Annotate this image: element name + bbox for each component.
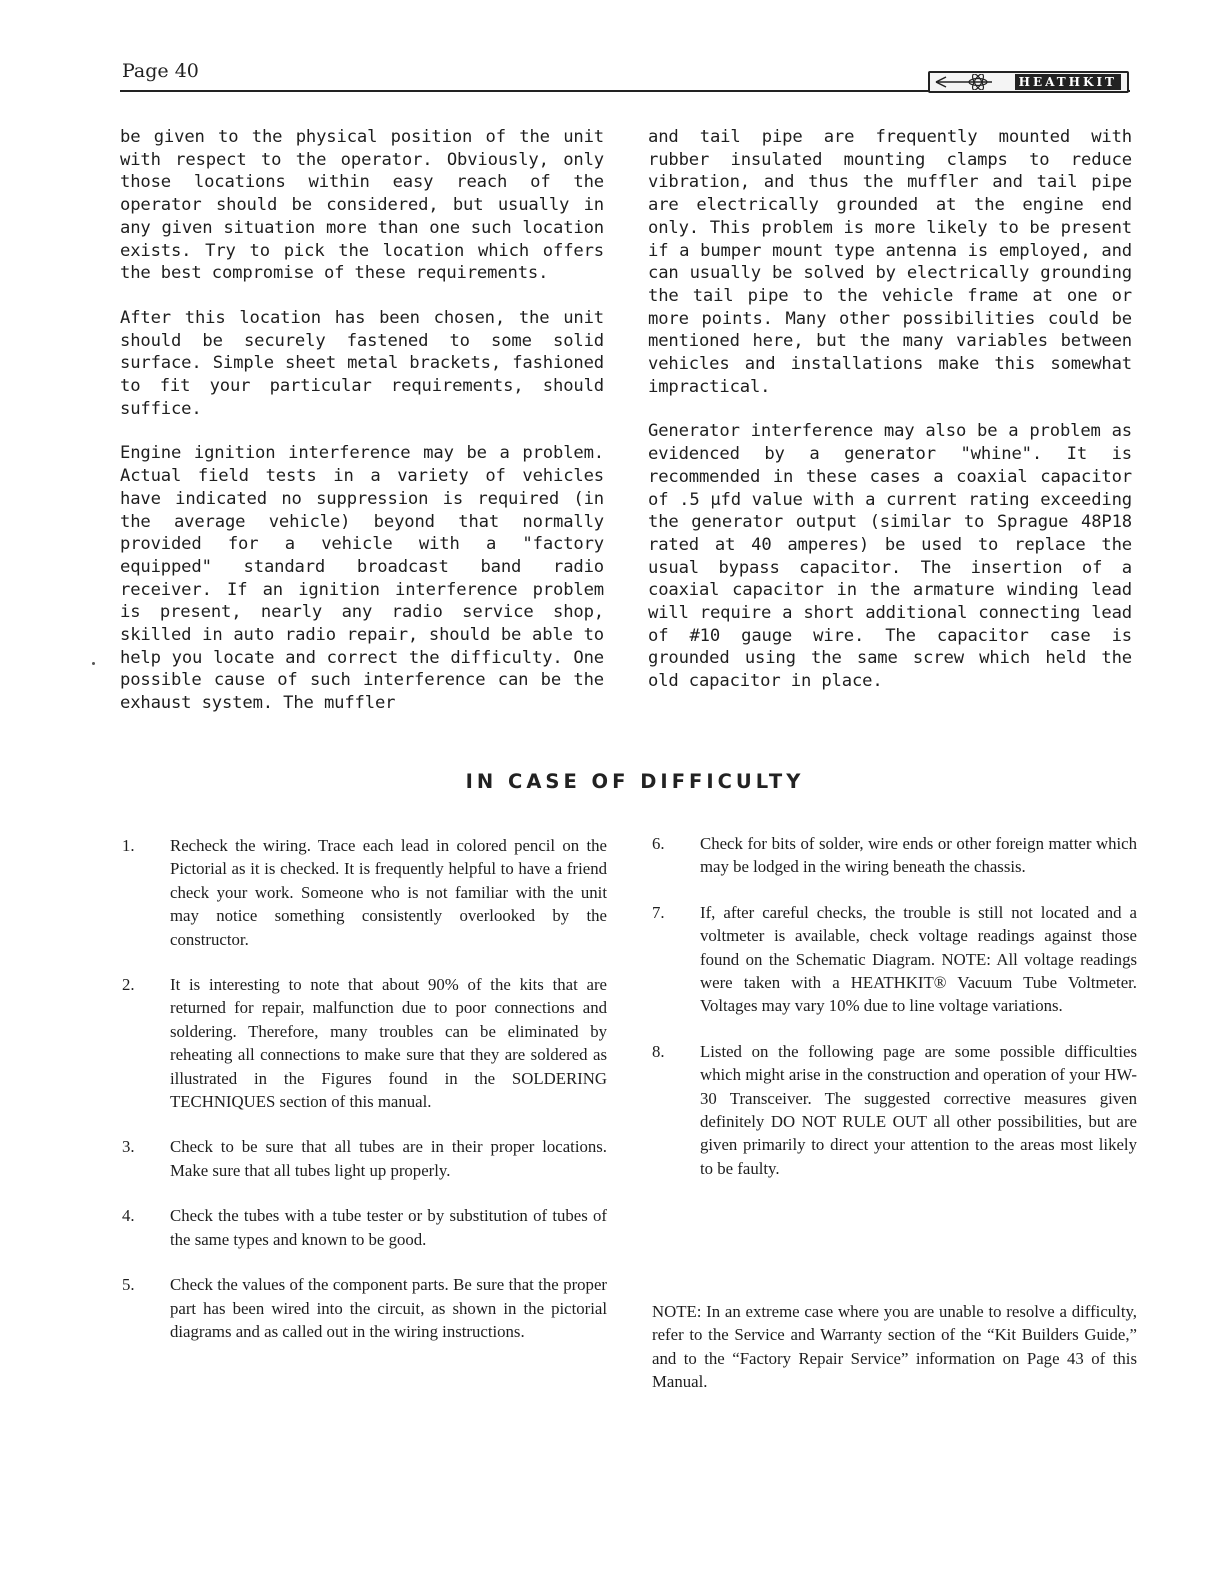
repair-note: NOTE: In an extreme case where you are unable to resolve a difficulty, refer to the Service and Warranty section of the “Kit Builders Guide,” and to the “Factory Repair Service” information on Page 43 of this Manual. [652,1302,1137,1392]
list-item [652,901,1137,1018]
paragraph: be given to the physical position of the unit with respect to the operator. Obviously, only those locations within easy reach of the operator should be considered, but usually in any given situation more than one such location exists. Try to pick the location which offers the best compromise of these requirements. [120,127,604,284]
list-item [122,834,607,951]
item-text: Check for bits of solder, wire ends or other foreign matter which may be lodged in the wiring beneath the chassis. [700,834,1137,877]
steps-right-list [652,832,1137,1202]
list-item [122,1273,607,1343]
item-text: Check the tubes with a tube tester or by substitution of tubes of the same types and known to be good. [170,1206,607,1249]
paragraph: Generator interference may also be a problem as evidenced by a generator "whine". It is recommended in these cases a coaxial capacitor of .5 µfd value with a current rating exceeding the generator output (similar to Sprague 48P18 rated at 40 amperes) be used to replace the usual bypass capacitor. The insertion of a coaxial capacitor in the armature winding lead will require a short additional connecting lead of #10 gauge wire. The capacitor case is grounded using the same screw which held the old capacitor in place. [648,421,1132,692]
atom-logo-icon [934,74,994,90]
list-item [652,832,1137,879]
item-number: 2. [122,975,135,995]
paragraph: and tail pipe are frequently mounted with rubber insulated mounting clamps to reduce vibration, and thus the muffler and tail pipe are electrically grounded at the engine end only. This problem is more likely to be present if a bumper mount type antenna is employed, and can usually be solved by electrically grounding the tail pipe to the vehicle frame at one or more points. Many other possibilities could be mentioned here, but the many variables between vehicles and installations make this somewhat impractical. [648,127,1132,397]
item-text: Check to be sure that all tubes are in their proper locations. Make sure that all tubes light up properly. [170,1137,607,1180]
stray-dot [92,662,95,665]
item-text: If, after careful checks, the trouble is still not located and a voltmeter is available, check voltage readings against those found on the Schematic Diagram. NOTE: All voltage readings were taken with a HEATHKIT® Vacuum Tube Voltmeter. Voltages may vary 10% due to line voltage variations. [700,902,1137,1016]
item-number: 6. [652,834,665,853]
top-left-column [120,126,604,737]
list-item [122,1204,607,1251]
item-text: Check the values of the component parts. Be sure that the proper part has been wired into the circuit, as shown in the pictorial diagrams and as called out in the wiring instructions. [170,1275,607,1341]
steps-left-list [122,834,607,1365]
heathkit-logo [928,71,1129,93]
paragraph: Engine ignition interference may be a problem. Actual field tests in a variety of vehicles have indicated no suppression is required (in the average vehicle) beyond that normally provided for a vehicle with a "factory equipped" standard broadcast band radio receiver. If an ignition interference problem is present, nearly any radio service shop, skilled in auto radio repair, should be able to help you locate and correct the difficulty. One possible cause of such interference can be the exhaust system. The muffler [120,443,604,714]
item-number: 1. [122,836,135,855]
item-text: It is interesting to note that about 90% of the kits that are returned for repair, malfunction due to poor connections and soldering. Therefore, many troubles can be eliminated by reheating all connections to make sure that they are soldered as illustrated in the Figures found in the SOLDERING TECHNIQUES section of this manual. [170,975,607,1112]
item-number: 4. [122,1206,135,1226]
item-number: 7. [652,902,665,922]
logo-text: HEATHKIT [1015,74,1121,90]
list-item [122,1135,607,1182]
item-text: Listed on the following page are some possible difficulties which might arise in the construction and operation of your HW-30 Transceiver. The suggested corrective measures given definitely DO NOT RULE OUT all other possibilities, but are given primarily to direct your attention to the areas most likely to be faulty. [700,1041,1137,1178]
item-text: Recheck the wiring. Trace each lead in colored pencil on the Pictorial as it is checked. It is frequently helpful to have a friend check your work. Someone who is not familiar with the unit may notice something consistently overlooked by the constructor. [170,836,607,949]
item-number: 3. [122,1137,135,1157]
item-number: 8. [652,1041,665,1061]
list-item [652,1040,1137,1180]
top-right-column [648,126,1132,715]
section-heading: IN CASE OF DIFFICULTY [465,770,805,793]
item-number: 5. [122,1275,135,1295]
paragraph: After this location has been chosen, the unit should be securely fastened to some solid surface. Simple sheet metal brackets, fashioned to fit your particular requirements, should suffice. [120,307,604,419]
list-item [122,973,607,1113]
page-number: Page 40 [122,60,199,82]
